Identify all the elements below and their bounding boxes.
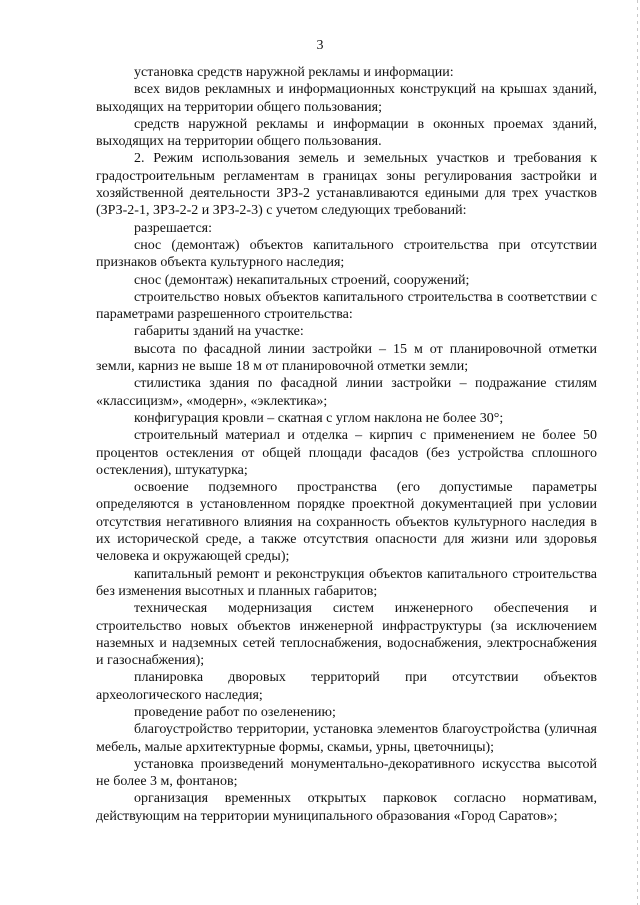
paragraph: стилистика здания по фасадной линии застройки – подражание стилям «классицизм», «модерн», «эклектика»;	[96, 376, 597, 409]
paragraph: снос (демонтаж) некапитальных строений, сооружений;	[134, 272, 470, 288]
paragraph: 2. Режим использования земель и земельных участков и требования к градостроительным регламентам в границах зоны регулирования застройки и хозяйственной деятельности ЗРЗ-2 устанавливаются едиными для трех участков (ЗРЗ-2-1, ЗРЗ-2-2 и ЗРЗ-2-3) с учетом следующих требований:	[96, 151, 597, 219]
paragraph: разрешается:	[134, 220, 212, 236]
paragraph: установка средств наружной рекламы и информации:	[134, 65, 454, 80]
paragraph: капитальный ремонт и реконструкция объектов капитального строительства без изменения высотных и планных габаритов;	[96, 566, 597, 599]
paragraph: средств наружной рекламы и информации в оконных проемах зданий, выходящих на территории общего пользования.	[96, 116, 597, 150]
paragraph: строительный материал и отделка – кирпич с применением не более 50 процентов остекления от общей площади фасадов (без устройства сплошного остекления), штукатурка;	[96, 428, 597, 478]
scan-edge-line	[637, 0, 638, 905]
paragraph: строительство новых объектов капитального строительства в соответствии с параметрами разрешенного строительства:	[96, 289, 597, 323]
document-body	[96, 64, 597, 825]
paragraph: техническая модернизация систем инженерного обеспечения и строительство новых объектов инженерной инфраструктуры (за исключением наземных и надземных сетей теплоснабжения, водоснабжения, электроснабжения и газоснабжения);	[96, 601, 597, 669]
paragraph: проведение работ по озеленению;	[134, 704, 336, 720]
paragraph: высота по фасадной линии застройки – 15 м от планировочной отметки земли, карниз не выше 18 м от планировочной отметки земли;	[96, 341, 597, 375]
paragraph: планировка дворовых территорий при отсутствии объектов археологического наследия;	[96, 670, 597, 703]
paragraph: освоение подземного пространства (его допустимые параметры определяются в установленном порядке проектной документацией при условии отсутствия негативного влияния на сохранность объектов культурного наследия в их исторической среде, а также отсутствия опасности для жизни или здоровья человека и окружающей среды);	[96, 480, 597, 565]
paragraph: благоустройство территории, установка элементов благоустройства (уличная мебель, малые архитектурные формы, скамьи, урны, цветочницы);	[96, 722, 597, 755]
paragraph: организация временных открытых парковок согласно нормативам, действующим на территории муниципального образования «Город Саратов»;	[96, 791, 597, 824]
page-number: 3	[316, 38, 324, 53]
paragraph: снос (демонтаж) объектов капитального строительства при отсутствии признаков объекта культурного наследия;	[96, 237, 597, 271]
paragraph: установка произведений монументально-декоративного искусства высотой не более 3 м, фонтанов;	[96, 756, 597, 790]
paragraph: всех видов рекламных и информационных конструкций на крышах зданий, выходящих на территории общего пользования;	[96, 82, 597, 115]
paragraph: габариты зданий на участке:	[134, 324, 304, 340]
paragraph: конфигурация кровли – скатная с углом наклона не более 30°;	[134, 410, 504, 426]
